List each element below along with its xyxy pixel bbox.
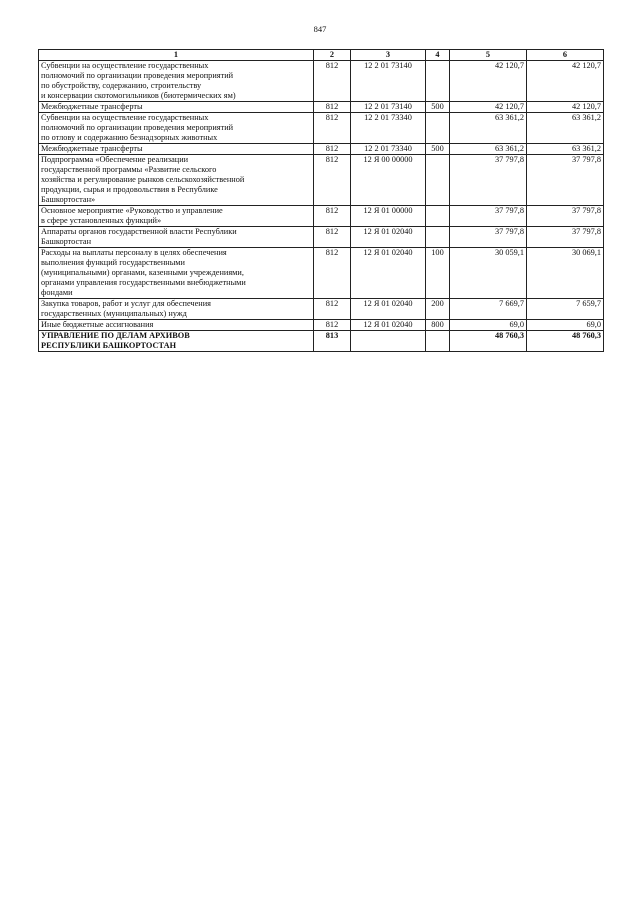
cell-target-code: 12 2 01 73340 [351, 113, 426, 144]
cell-amount-year1: 30 059,1 [450, 248, 527, 299]
cell-name [39, 248, 314, 299]
cell-name-line: по отлову и содержанию безнадзорных животных [41, 133, 218, 142]
cell-name-line: Аппараты органов государственной власти Республики [41, 227, 237, 236]
cell-admin-code: 812 [314, 61, 351, 102]
cell-amount-year2: 63 361,2 [527, 144, 604, 155]
cell-admin-code: 812 [314, 248, 351, 299]
cell-expense-type [426, 331, 450, 352]
cell-expense-type [426, 227, 450, 248]
cell-name-line: выполнения функций государственными [41, 258, 185, 267]
cell-amount-year2: 63 361,2 [527, 113, 604, 144]
cell-amount-year2: 37 797,8 [527, 227, 604, 248]
cell-amount-year1: 7 669,7 [450, 299, 527, 320]
header-col-3: 3 [351, 50, 426, 61]
cell-name-line: по обустройству, содержанию, строительству [41, 81, 202, 90]
table-row [39, 113, 604, 144]
cell-target-code: 12 Я 01 02040 [351, 299, 426, 320]
cell-amount-year1: 48 760,3 [450, 331, 527, 352]
table-row [39, 61, 604, 102]
table-row [39, 144, 604, 155]
cell-target-code: 12 2 01 73140 [351, 102, 426, 113]
table-body [39, 61, 604, 352]
cell-name-line: Закупка товаров, работ и услуг для обеспечения [41, 299, 211, 308]
cell-name-line: государственных (муниципальных) нужд [41, 309, 187, 318]
cell-name-line: Субвенции на осуществление государственных [41, 61, 209, 70]
cell-name-line: Башкортостан» [41, 195, 96, 204]
cell-name [39, 320, 314, 331]
cell-amount-year2: 37 797,8 [527, 206, 604, 227]
cell-amount-year1: 42 120,7 [450, 61, 527, 102]
cell-amount-year1: 42 120,7 [450, 102, 527, 113]
cell-name [39, 155, 314, 206]
cell-name-line: РЕСПУБЛИКИ БАШКОРТОСТАН [41, 341, 177, 350]
cell-amount-year1: 37 797,8 [450, 206, 527, 227]
table-row [39, 155, 604, 206]
cell-amount-year2: 48 760,3 [527, 331, 604, 352]
cell-admin-code: 812 [314, 102, 351, 113]
cell-name-line: фондами [41, 288, 73, 297]
cell-name [39, 102, 314, 113]
cell-expense-type: 800 [426, 320, 450, 331]
table-header-row [39, 50, 604, 61]
cell-admin-code: 812 [314, 155, 351, 206]
cell-name-line: Субвенции на осуществление государственных [41, 113, 209, 122]
cell-amount-year1: 63 361,2 [450, 113, 527, 144]
cell-name-line: (муниципальными) органами, казенными учреждениями, [41, 268, 244, 277]
table-row [39, 248, 604, 299]
table-row [39, 206, 604, 227]
cell-admin-code: 812 [314, 227, 351, 248]
cell-name-line: Расходы на выплаты персоналу в целях обеспечения [41, 248, 227, 257]
cell-target-code: 12 Я 00 00000 [351, 155, 426, 206]
cell-amount-year1: 37 797,8 [450, 227, 527, 248]
header-col-5: 5 [450, 50, 527, 61]
cell-target-code [351, 331, 426, 352]
cell-amount-year1: 69,0 [450, 320, 527, 331]
header-col-6: 6 [527, 50, 604, 61]
cell-name-line: и консервации скотомогильников (биотермических ям) [41, 91, 236, 100]
cell-amount-year2: 42 120,7 [527, 61, 604, 102]
cell-target-code: 12 Я 01 02040 [351, 320, 426, 331]
cell-name [39, 144, 314, 155]
cell-amount-year1: 63 361,2 [450, 144, 527, 155]
cell-expense-type: 100 [426, 248, 450, 299]
cell-name [39, 61, 314, 102]
cell-name-line: Межбюджетные трансферты [41, 102, 143, 111]
cell-amount-year1: 37 797,8 [450, 155, 527, 206]
cell-admin-code: 812 [314, 299, 351, 320]
cell-name [39, 299, 314, 320]
cell-name-line: Основное мероприятие «Руководство и управление [41, 206, 223, 215]
cell-admin-code: 813 [314, 331, 351, 352]
cell-name-line: Межбюджетные трансферты [41, 144, 143, 153]
header-col-1: 1 [39, 50, 314, 61]
cell-expense-type [426, 61, 450, 102]
cell-name-line: полномочий по организации проведения мероприятий [41, 123, 234, 132]
cell-expense-type [426, 113, 450, 144]
cell-name-line: Иные бюджетные ассигнования [41, 320, 154, 329]
cell-expense-type: 500 [426, 144, 450, 155]
cell-target-code: 12 Я 01 02040 [351, 227, 426, 248]
cell-name-line: продукции, сырья и продовольствия в Республике [41, 185, 218, 194]
cell-expense-type [426, 155, 450, 206]
cell-name-line: органами управления государственными внебюджетными [41, 278, 246, 287]
cell-target-code: 12 Я 01 00000 [351, 206, 426, 227]
cell-name-line: УПРАВЛЕНИЕ ПО ДЕЛАМ АРХИВОВ [41, 331, 190, 340]
cell-admin-code: 812 [314, 206, 351, 227]
cell-amount-year2: 30 069,1 [527, 248, 604, 299]
header-col-4: 4 [426, 50, 450, 61]
cell-name [39, 206, 314, 227]
cell-name-line: полномочий по организации проведения мероприятий [41, 71, 234, 80]
cell-target-code: 12 2 01 73340 [351, 144, 426, 155]
cell-name-line: в сфере установленных функций» [41, 216, 162, 225]
table-row [39, 320, 604, 331]
cell-expense-type [426, 206, 450, 227]
cell-name [39, 227, 314, 248]
cell-name [39, 113, 314, 144]
header-col-2: 2 [314, 50, 351, 61]
cell-admin-code: 812 [314, 113, 351, 144]
table-row [39, 331, 604, 352]
cell-amount-year2: 7 659,7 [527, 299, 604, 320]
cell-target-code: 12 Я 01 02040 [351, 248, 426, 299]
cell-amount-year2: 42 120,7 [527, 102, 604, 113]
table-row [39, 227, 604, 248]
cell-admin-code: 812 [314, 320, 351, 331]
cell-admin-code: 812 [314, 144, 351, 155]
cell-amount-year2: 37 797,8 [527, 155, 604, 206]
cell-amount-year2: 69,0 [527, 320, 604, 331]
cell-name-line: Подпрограмма «Обеспечение реализации [41, 155, 189, 164]
cell-name-line: государственной программы «Развитие сельского [41, 165, 217, 174]
budget-table [38, 49, 604, 352]
table-row [39, 299, 604, 320]
cell-target-code: 12 2 01 73140 [351, 61, 426, 102]
cell-name [39, 331, 314, 352]
table-row [39, 102, 604, 113]
cell-name-line: хозяйства и регулирование рынков сельскохозяйственной [41, 175, 245, 184]
page-number: 847 [313, 24, 327, 34]
cell-name-line: Башкортостан [41, 237, 92, 246]
cell-expense-type: 500 [426, 102, 450, 113]
cell-expense-type: 200 [426, 299, 450, 320]
